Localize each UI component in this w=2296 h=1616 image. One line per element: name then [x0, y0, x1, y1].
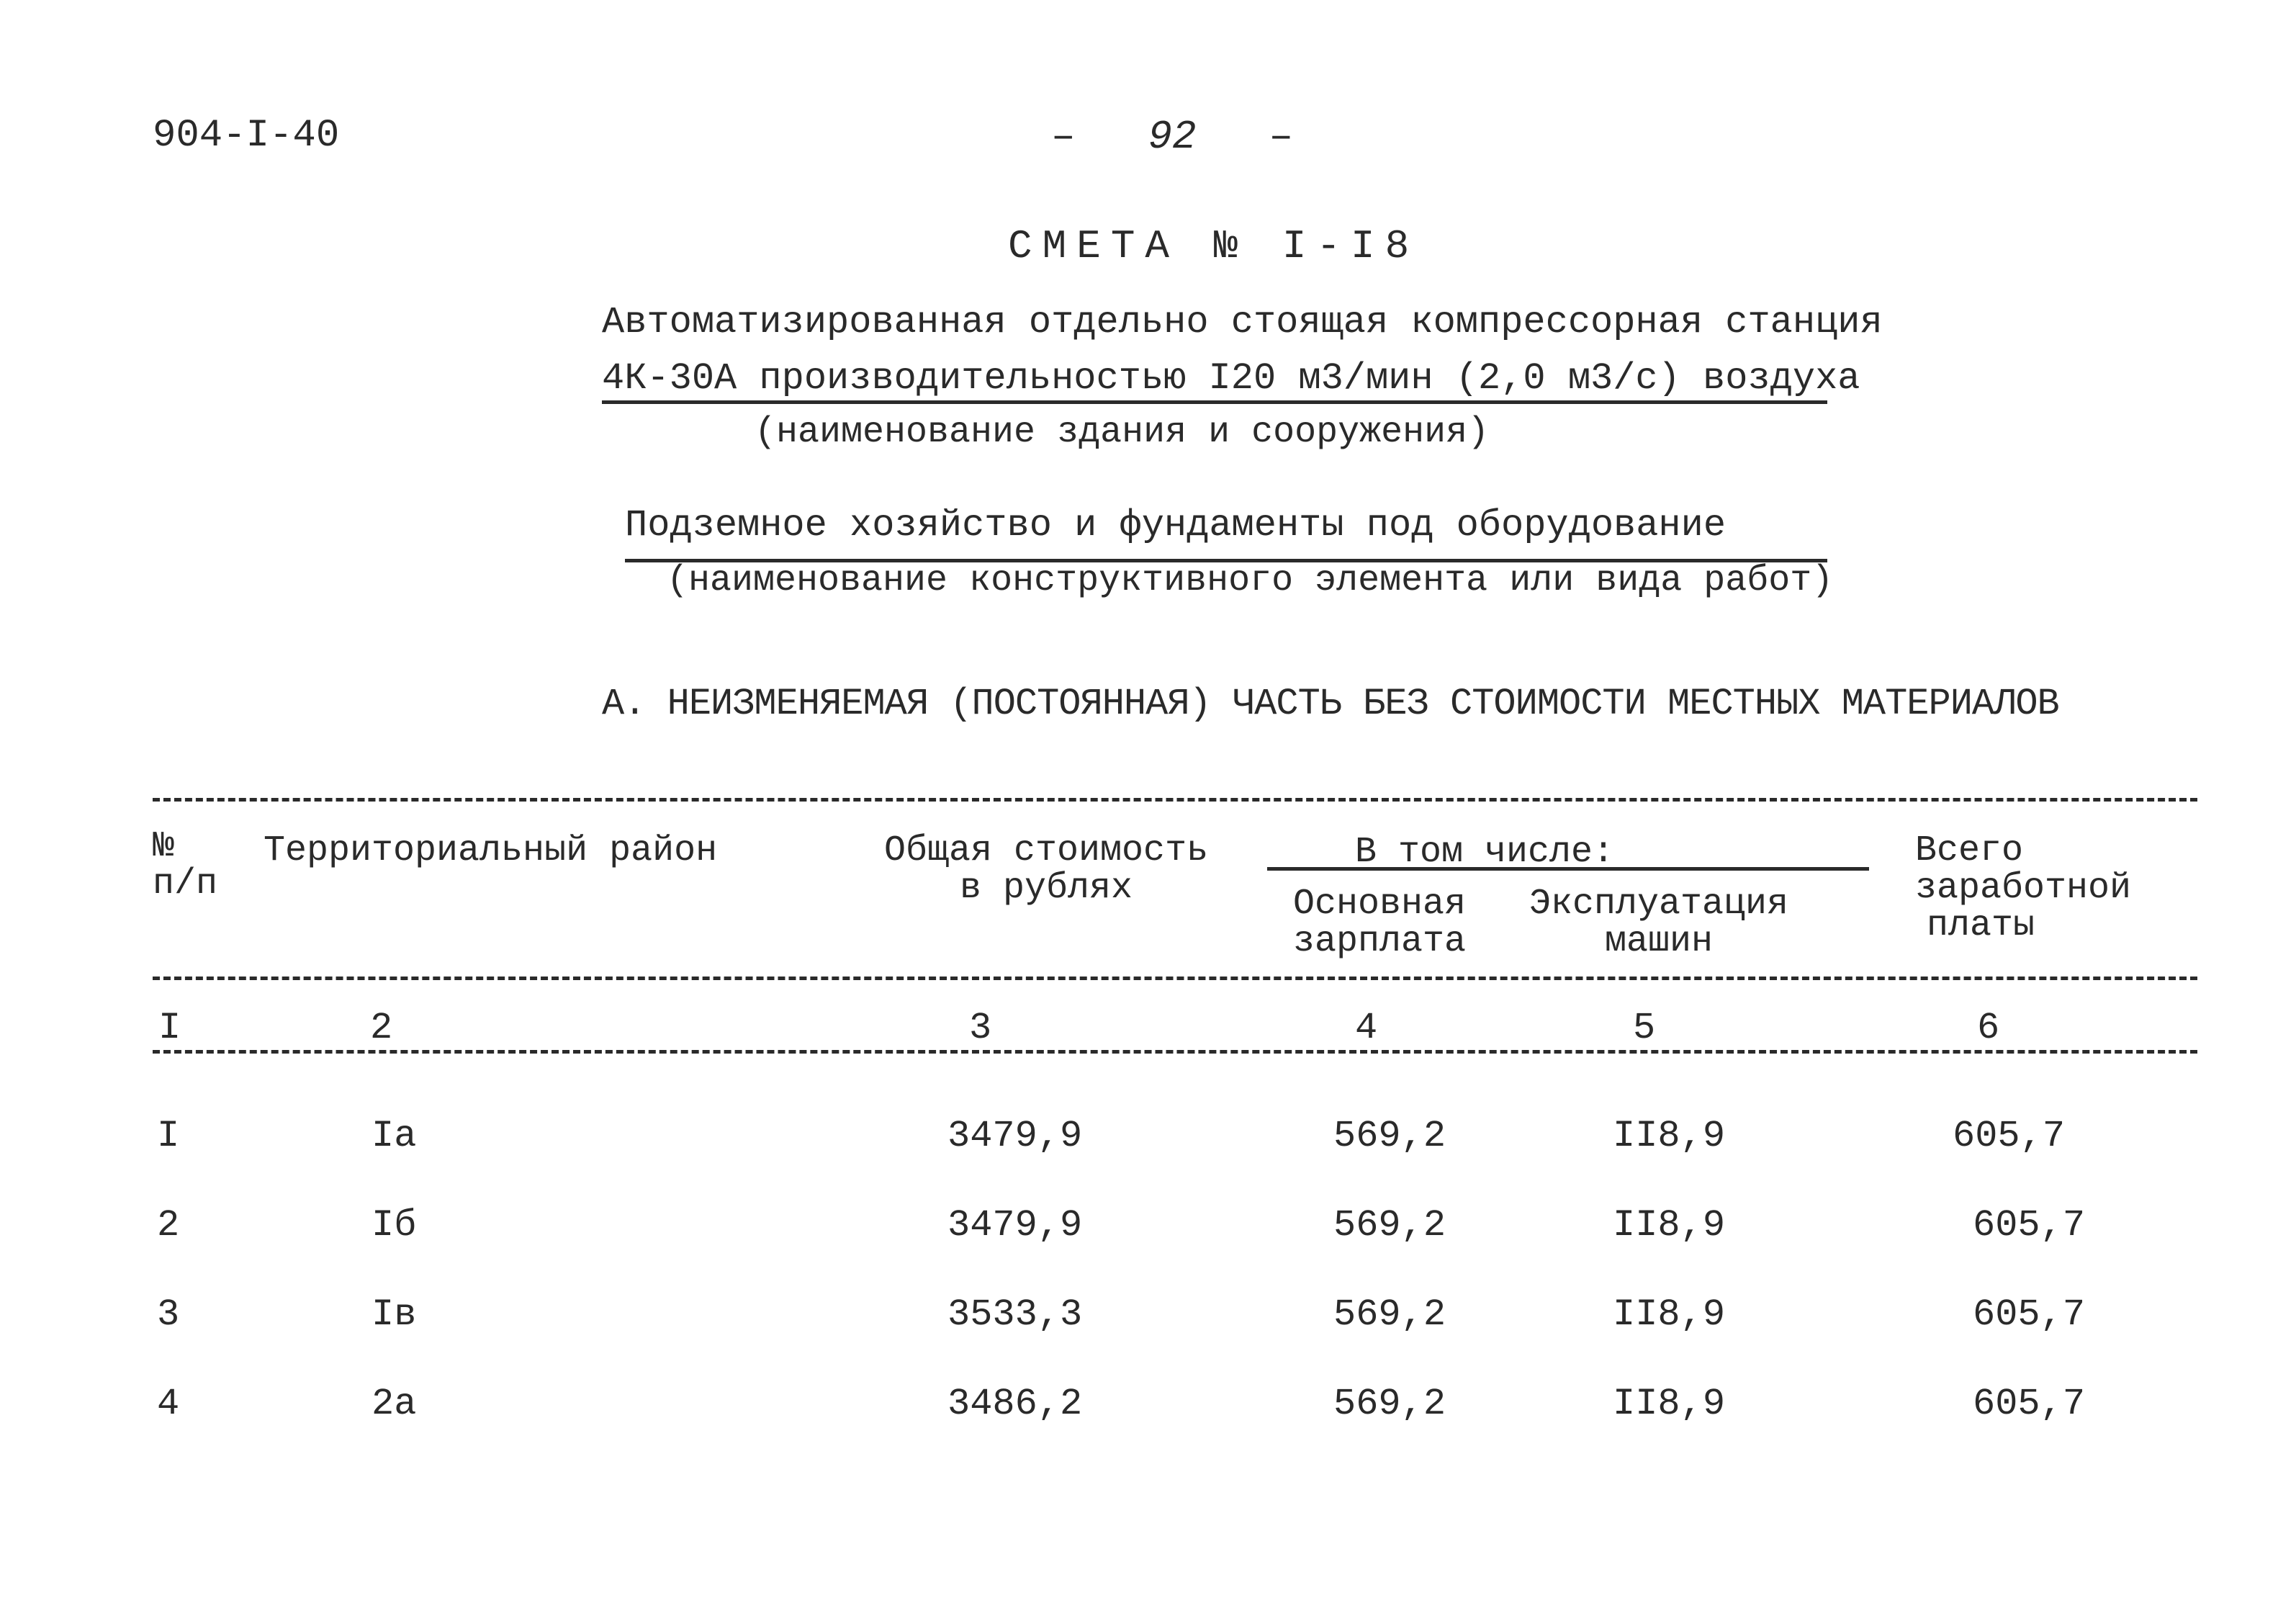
header-total-line1: Общая стоимость	[884, 830, 1209, 871]
column-number: 2	[370, 1007, 393, 1049]
cell-region: Iб	[372, 1204, 417, 1247]
header-wage-line1: Основная	[1293, 884, 1467, 925]
header-machines	[1529, 886, 1788, 961]
cell-allwage: 605,7	[1973, 1383, 2086, 1425]
header-total-line2: в рублях	[960, 868, 1133, 909]
cell-total: 3479,9	[947, 1204, 1083, 1247]
page-number: 92	[1148, 114, 1197, 160]
column-number: 6	[1977, 1007, 2000, 1049]
building-name-line2: 4К-30А производительностью I20 м3/мин (2,0 м3/с) воздуха	[602, 357, 1860, 400]
column-number: 5	[1633, 1007, 1656, 1049]
cell-no: 2	[157, 1204, 180, 1247]
cell-total: 3533,3	[947, 1293, 1083, 1336]
building-underline	[602, 400, 1827, 404]
page-number-dash-right: –	[1269, 114, 1294, 160]
column-number: 3	[969, 1007, 992, 1049]
header-region: Территориальный район	[264, 830, 718, 871]
cell-total: 3486,2	[947, 1383, 1083, 1425]
building-name-line1: Автоматизированная отдельно стоящая компрессорная станция	[602, 301, 1883, 344]
header-allwage-line1: Всего	[1915, 830, 2024, 871]
cell-wage: 569,2	[1333, 1204, 1446, 1247]
building-caption: (наименование здания и сооружения)	[755, 412, 1490, 453]
table-header-rule	[153, 977, 2197, 980]
cell-machines: II8,9	[1613, 1115, 1726, 1157]
cell-no: 4	[157, 1383, 180, 1425]
header-including: В том числе:	[1355, 832, 1615, 873]
cell-allwage: 605,7	[1973, 1293, 2086, 1336]
header-total	[884, 832, 1208, 907]
header-machines-line2: машин	[1605, 921, 1714, 962]
cell-no: I	[157, 1115, 180, 1157]
element-caption: (наименование конструктивного элемента или вида работ)	[667, 560, 1834, 601]
cell-machines: II8,9	[1613, 1383, 1726, 1425]
header-no	[153, 828, 217, 903]
header-allwage-line2: заработной	[1915, 868, 2132, 909]
cell-region: Iа	[372, 1115, 417, 1157]
cell-region: 2а	[372, 1383, 417, 1425]
cell-machines: II8,9	[1613, 1293, 1726, 1336]
document-code: 904-I-40	[153, 114, 340, 158]
cell-total: 3479,9	[947, 1115, 1083, 1157]
cell-machines: II8,9	[1613, 1204, 1726, 1247]
header-no-line2: п/п	[153, 863, 218, 904]
header-machines-line1: Эксплуатация	[1529, 884, 1789, 925]
cell-region: Iв	[372, 1293, 417, 1336]
header-wage	[1293, 886, 1466, 961]
column-number: 4	[1355, 1007, 1378, 1049]
section-heading: А. НЕИЗМЕНЯЕМАЯ (ПОСТОЯННАЯ) ЧАСТЬ БЕЗ СТОИМОСТИ МЕСТНЫХ МАТЕРИАЛОВ	[602, 683, 2059, 725]
cell-allwage: 605,7	[1953, 1115, 2066, 1157]
cell-wage: 569,2	[1333, 1383, 1446, 1425]
structural-element: Подземное хозяйство и фундаменты под оборудование	[625, 504, 1726, 547]
header-wage-line2: зарплата	[1293, 921, 1467, 962]
page-number-block	[1051, 114, 1293, 160]
cell-allwage: 605,7	[1973, 1204, 2086, 1247]
header-no-line1: №	[153, 826, 175, 867]
cell-no: 3	[157, 1293, 180, 1336]
page-number-dash-left: –	[1051, 114, 1076, 160]
cell-wage: 569,2	[1333, 1293, 1446, 1336]
estimate-title: СМЕТА № I-I8	[1008, 223, 1420, 269]
header-allwage-line3: платы	[1927, 905, 2035, 946]
cell-wage: 569,2	[1333, 1115, 1446, 1157]
table-top-rule	[153, 798, 2197, 802]
column-numbers-rule	[153, 1050, 2197, 1054]
column-number: I	[158, 1007, 181, 1049]
header-allwage	[1915, 832, 2131, 945]
